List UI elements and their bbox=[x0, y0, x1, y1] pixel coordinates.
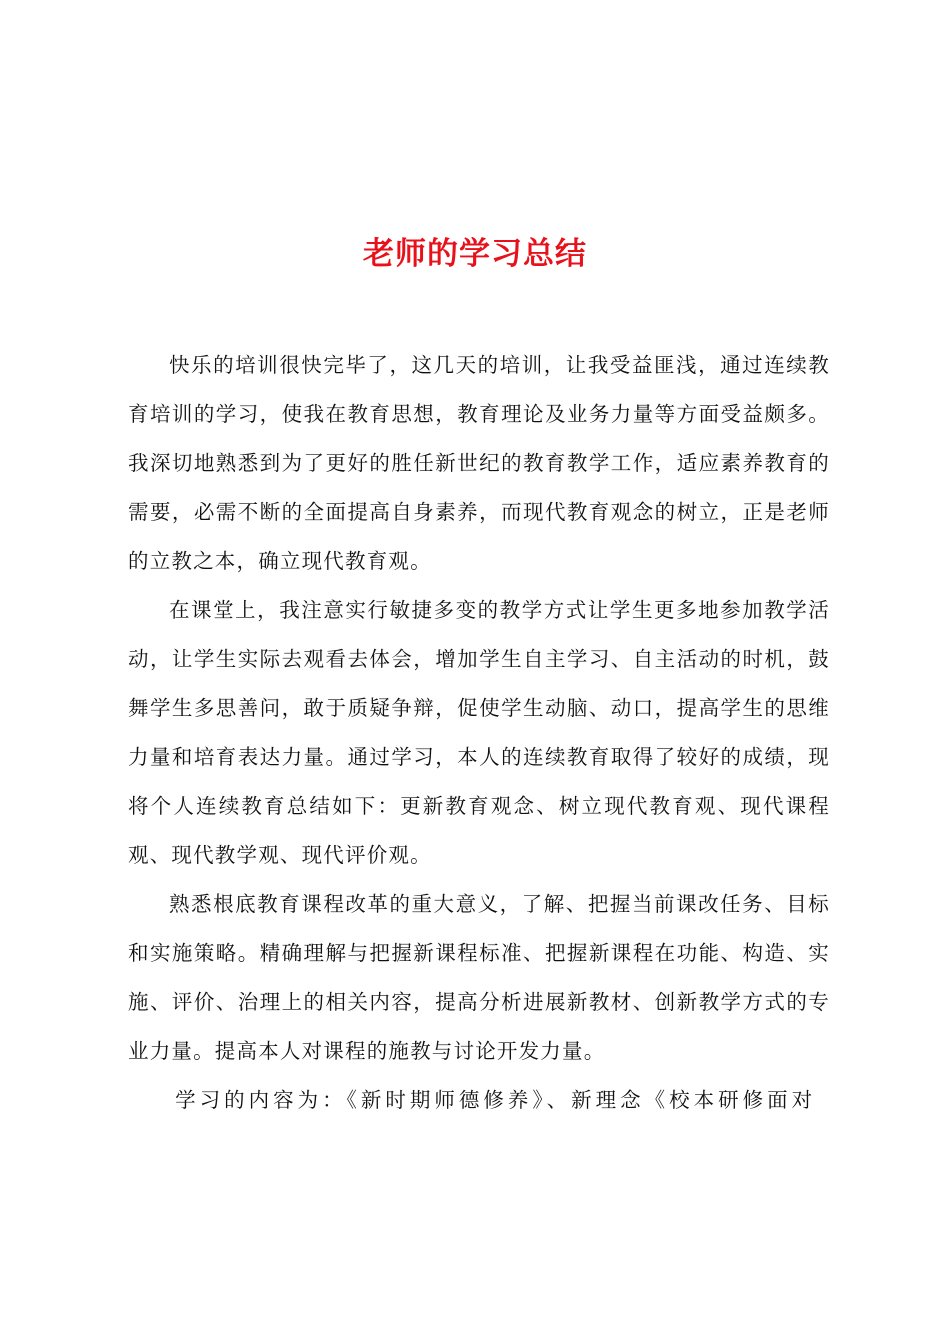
paragraph-3: 熟悉根底教育课程改革的重大意义，了解、把握当前课改任务、目标和实施策略。精确理解与把握新课程标准、把握新课程在功能、构造、实施、评价、治理上的相关内容，提高分析进展新教材、创新教学方式的专业力量。提高本人对课程的施教与讨论开发力量。 bbox=[128, 892, 830, 1063]
paragraph-2: 在课堂上，我注意实行敏捷多变的教学方式让学生更多地参加教学活动，让学生实际去观看去体会，增加学生自主学习、自主活动的时机，鼓舞学生多思善问，敢于质疑争辩，促使学生动脑、动口，提高学生的思维力量和培育表达力量。通过学习，本人的连续教育取得了较好的成绩，现将个人连续教育总结如下：更新教育观念、树立现代教育观、现代课程观、现代教学观、现代评价观。 bbox=[128, 598, 830, 867]
document-title: 老师的学习总结 bbox=[363, 235, 587, 272]
paragraph-4: 学习的内容为：《新时期师德修养》、新理念《校本研修面对 bbox=[175, 1088, 817, 1112]
paragraph-1: 快乐的培训很快完毕了，这几天的培训，让我受益匪浅，通过连续教育培训的学习，使我在教育思想，教育理论及业务力量等方面受益颇多。我深切地熟悉到为了更好的胜任新世纪的教育教学工作，适应素养教育的需要，必需不断的全面提高自身素养，而现代教育观念的树立，正是老师的立教之本，确立现代教育观。 bbox=[128, 353, 830, 573]
document-body bbox=[128, 341, 830, 1125]
